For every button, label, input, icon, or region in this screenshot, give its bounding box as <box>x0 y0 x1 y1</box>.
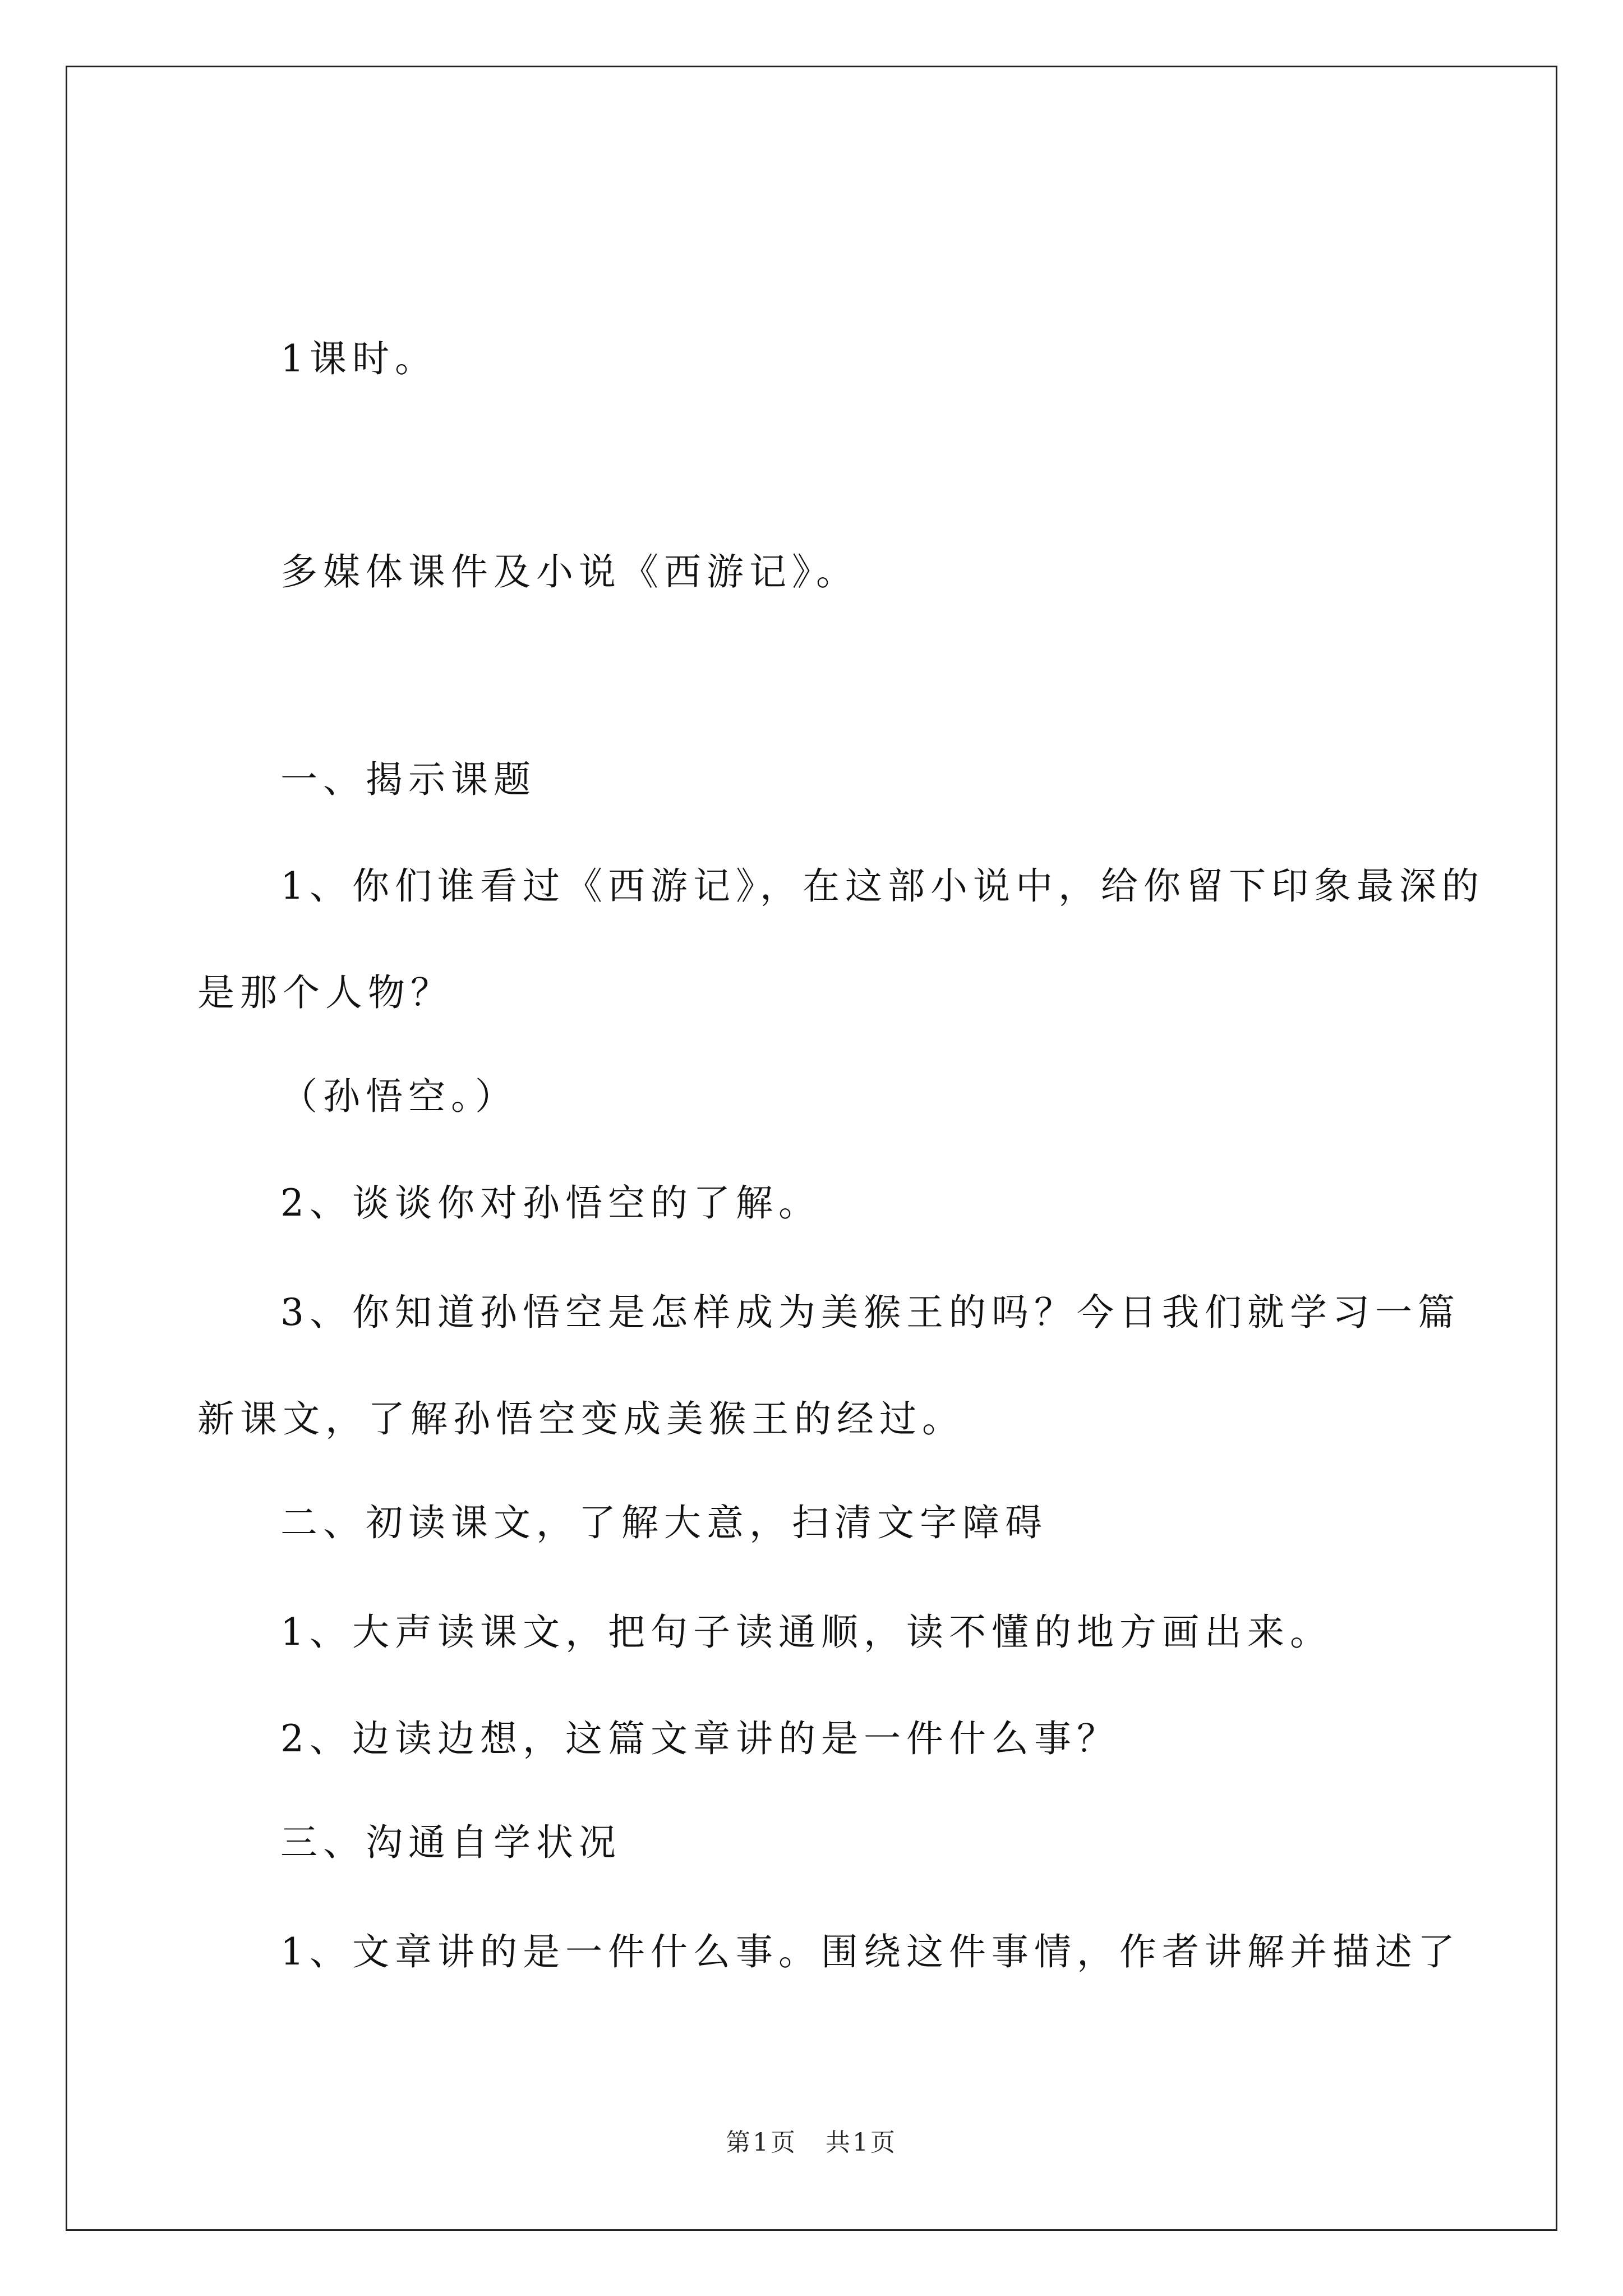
page-border <box>66 66 1557 2231</box>
paragraph-line: 1、文章讲的是一件什么事。围绕这件事情，作者讲解并描述了 <box>280 1930 1460 1973</box>
paragraph-line: 2、边读边想，这篇文章讲的是一件什么事？ <box>280 1717 1119 1760</box>
paragraph-line: 1、你们谁看过《西游记》，在这部小说中，给你留下印象最深的 <box>280 864 1484 908</box>
paragraph-line: 是那个人物？ <box>197 971 453 1014</box>
section-heading-3: 三、沟通自学状况 <box>280 1821 621 1864</box>
class-hours-line: 1课时。 <box>280 337 437 380</box>
section-heading-2: 二、初读课文，了解大意，扫清文字障碍 <box>280 1501 1048 1544</box>
section-heading-1: 一、揭示课题 <box>280 758 536 801</box>
paragraph-line: （孙悟空。） <box>280 1075 518 1118</box>
paragraph-line: 3、你知道孙悟空是怎样成为美猴王的吗？今日我们就学习一篇 <box>280 1291 1460 1334</box>
page-number: 第1页 <box>726 2128 797 2157</box>
materials-line: 多媒体课件及小说《西游记》。 <box>280 550 859 593</box>
page-footer <box>0 2126 1623 2160</box>
paragraph-line: 1、大声读课文，把句子读通顺，读不懂的地方画出来。 <box>280 1611 1332 1654</box>
paragraph-line: 2、谈谈你对孙悟空的了解。 <box>280 1181 821 1225</box>
paragraph-line: 新课文，了解孙悟空变成美猴王的经过。 <box>197 1397 965 1441</box>
page-total: 共1页 <box>826 2128 897 2157</box>
